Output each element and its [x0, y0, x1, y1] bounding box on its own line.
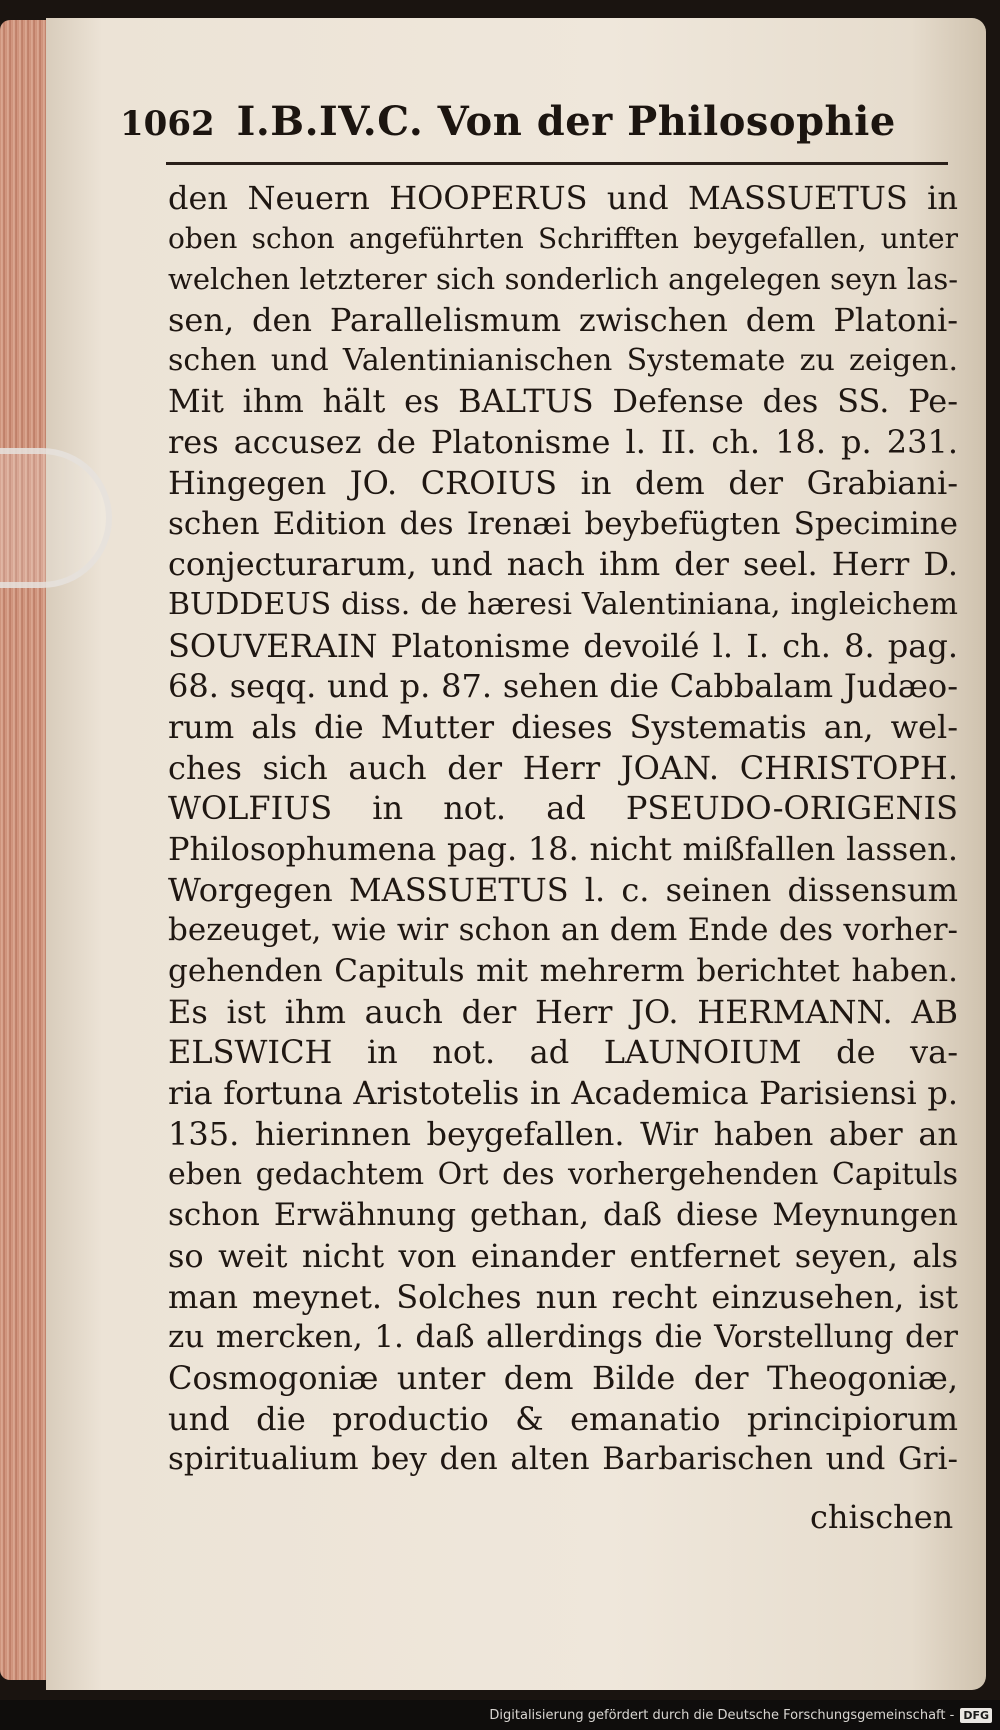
text-line: ria fortuna Aristotelis in Academica Parisiensi p. — [168, 1074, 958, 1113]
text-line: 68. seqq. und p. 87. sehen die Cabbalam Judæo- — [168, 667, 958, 706]
running-head — [120, 98, 950, 145]
text-line: und die productio & emanatio principiorum — [168, 1399, 958, 1438]
text-line: res accusez de Platonisme l. II. ch. 18. p. 231. — [168, 423, 958, 462]
text-line: rum als die Mutter dieses Systematis an, wel- — [168, 707, 958, 746]
text-line: BUDDEUS diss. de hæresi Valentiniana, ingleichem — [168, 586, 958, 622]
text-line: oben schon angeführten Schrifften beygefallen, unter — [168, 221, 958, 255]
page-number: 1062 — [120, 104, 215, 144]
footer-bar — [0, 1700, 1000, 1730]
text-line: gehenden Capituls mit mehrerm berichtet haben. — [168, 953, 958, 990]
text-line: bezeuget, wie wir schon an dem Ende des vorher- — [168, 912, 958, 949]
text-line: schen Edition des Irenæi beybefügten Specimine — [168, 505, 958, 542]
text-line: Philosophumena pag. 18. nicht mißfallen lassen. — [168, 830, 958, 868]
text-line: Hingegen JO. CROIUS in dem der Grabiani- — [168, 463, 958, 502]
text-line: 135. hierinnen beygefallen. Wir haben aber an — [168, 1114, 958, 1153]
dfg-logo: DFG — [960, 1708, 992, 1723]
book-page-edges — [0, 20, 46, 1680]
text-line: spiritualium bey den alten Barbarischen und Gri- — [168, 1441, 958, 1478]
text-line: Mit ihm hält es BALTUS Defense des SS. Pe- — [168, 382, 958, 421]
text-line: sen, den Parallelismum zwischen dem Platoni- — [168, 301, 958, 340]
text-line: SOUVERAIN Platonisme devoilé l. I. ch. 8. pag. — [168, 626, 958, 665]
text-line: Cosmogoniæ unter dem Bilde der Theogoniæ, — [168, 1358, 958, 1397]
text-line: ches sich auch der Herr JOAN. CHRISTOPH. — [168, 748, 958, 787]
text-line: welchen letzterer sich sonderlich angelegen seyn las- — [168, 262, 958, 297]
catchword: chischen — [810, 1498, 954, 1536]
text-line: WOLFIUS in not. ad PSEUDO-ORIGENIS — [168, 789, 958, 828]
text-line: Worgegen MASSUETUS l. c. seinen dissensum — [168, 870, 958, 909]
text-line: zu mercken, 1. daß allerdings die Vorstellung der — [168, 1319, 958, 1356]
header-rule — [166, 162, 948, 165]
funding-credit: Digitalisierung gefördert durch die Deutsche Forschungsgemeinschaft - — [489, 1707, 955, 1723]
text-line: schon Erwähnung gethan, daß diese Meynungen — [168, 1197, 958, 1234]
text-line: conjecturarum, und nach ihm der seel. Herr D. — [168, 545, 958, 584]
text-line: so weit nicht von einander entfernet seyen, als — [168, 1236, 958, 1275]
body-text — [168, 178, 958, 1480]
text-line: Es ist ihm auch der Herr JO. HERMANN. AB — [168, 992, 958, 1031]
text-line: man meynet. Solches nun recht einzusehen, ist — [168, 1277, 958, 1316]
text-line: den Neuern HOOPERUS und MASSUETUS in — [168, 179, 958, 217]
text-line: ELSWICH in not. ad LAUNOIUM de va- — [168, 1033, 958, 1072]
text-line: eben gedachtem Ort des vorhergehenden Capituls — [168, 1156, 958, 1192]
running-head-title: I.B.IV.C. Von der Philosophie — [236, 98, 896, 145]
text-line: schen und Valentinianischen Systemate zu zeigen. — [168, 342, 958, 378]
